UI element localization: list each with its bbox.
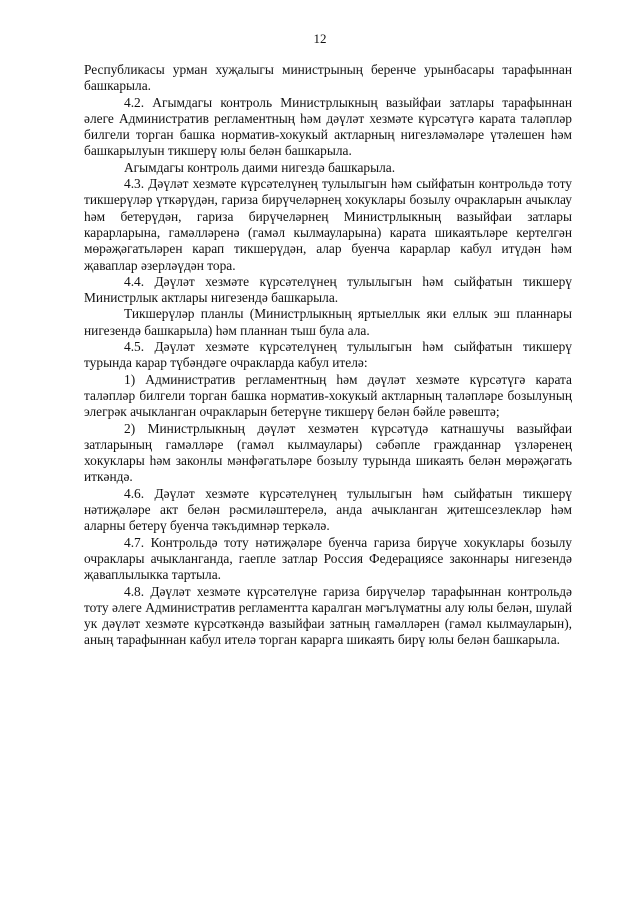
paragraph-1: Республикасы урман хуҗалыгы министрының беренче урынбасары тарафыннан башкарыла.	[84, 62, 572, 94]
paragraph-10: 4.6. Дәүләт хезмәте күрсәтелүнең тулылыгын һәм сыйфатын тикшерү нәтиҗәләре акт белән рәсмиләштерелә, анда ачыкланган җитешсезлекләр һәм аларны бетерү буенча тәкъдимнәр теркәлә.	[84, 485, 572, 534]
paragraph-6: Тикшерүләр планлы (Министрлыкның яртыеллык яки еллык эш планнары нигезендә башкарыла) һәм планнан тыш була ала.	[84, 306, 572, 338]
paragraph-9: 2) Министрлыкның дәүләт хезмәтен күрсәтүдә катнашучы вазыйфаи затларының гамәлләре (гамәл кылмаулары) сәбәпле гражданнар үзләренең хокуклары һәм законлы мәнфәгатьләре бозылу турында шикаять белән мөрәҗәгать иткәндә.	[84, 420, 572, 485]
page-number: 12	[313, 31, 327, 46]
paragraph-4: 4.3. Дәүләт хезмәте күрсәтелүнең тулылыгын һәм сыйфатын контрольдә тоту тикшерүләр үткәрүдән, гариза бирүчеләрнең хокуклары бозылу очракларын ачыклау һәм бетерүдән, гариза бирүчеләрнең Министрлыкның вазыйфаи затлары карарларына, гамәлләренә (гамәл кылмауларына) карата шикаятьләре кертелгән мөрәҗәгатьләрен карап тикшерүдән, алар буенча карарлар кабул итүдән һәм җаваплар әзерләүдән тора.	[84, 176, 572, 273]
paragraph-3: Агымдагы контроль даими нигездә башкарыла.	[124, 159, 396, 175]
paragraph-11: 4.7. Контрольдә тоту нәтиҗәләре буенча гариза бирүче хокуклары бозылу очраклары ачыкланганда, гаепле затлар Россия Федерациясе законнары нигезендә җаваплылыкка тартыла.	[84, 534, 572, 583]
paragraph-5: 4.4. Дәүләт хезмәте күрсәтелүнең тулылыгын һәм сыйфатын тикшерү Министрлык актлары нигезендә башкарыла.	[84, 273, 572, 306]
paragraph-12: 4.8. Дәүләт хезмәте күрсәтелүне гариза бирүчеләр тарафыннан контрольдә тоту әлеге Административ регламентта каралган мәгълүматны алу юлы белән, шулай ук дәүләт хезмәте күрсәткәндә вазыйфаи затның гамәлләрен (гамәл кылмауларын), аның тарафыннан кабул ителә торган карарга шикаять бирү юлы белән башкарыла.	[84, 583, 572, 648]
paragraph-7: 4.5. Дәүләт хезмәте күрсәтелүнең тулылыгын һәм сыйфатын тикшерү турында карар түбәндәге очракларда кабул ителә:	[84, 339, 572, 371]
document-body	[84, 62, 572, 649]
paragraph-2: 4.2. Агымдагы контроль Министрлыкның вазыйфаи затлары тарафыннан әлеге Административ регламентның һәм дәүләт хезмәте күрсәтүгә карата таләпләр билгели торган башка норматив-хокукый актларның нигезләмәләре үтәлешен һәм башкарылуын тикшерү юлы белән башкарыла.	[84, 94, 572, 159]
paragraph-8: 1) Административ регламентның һәм дәүләт хезмәте күрсәтүгә карата таләпләр билгели торган башка норматив-хокукый актларның таләпләре бозылуның элегрәк ачыкланган очракларын бетерүне тикшерү белән бәйле рәвештә;	[84, 371, 572, 420]
